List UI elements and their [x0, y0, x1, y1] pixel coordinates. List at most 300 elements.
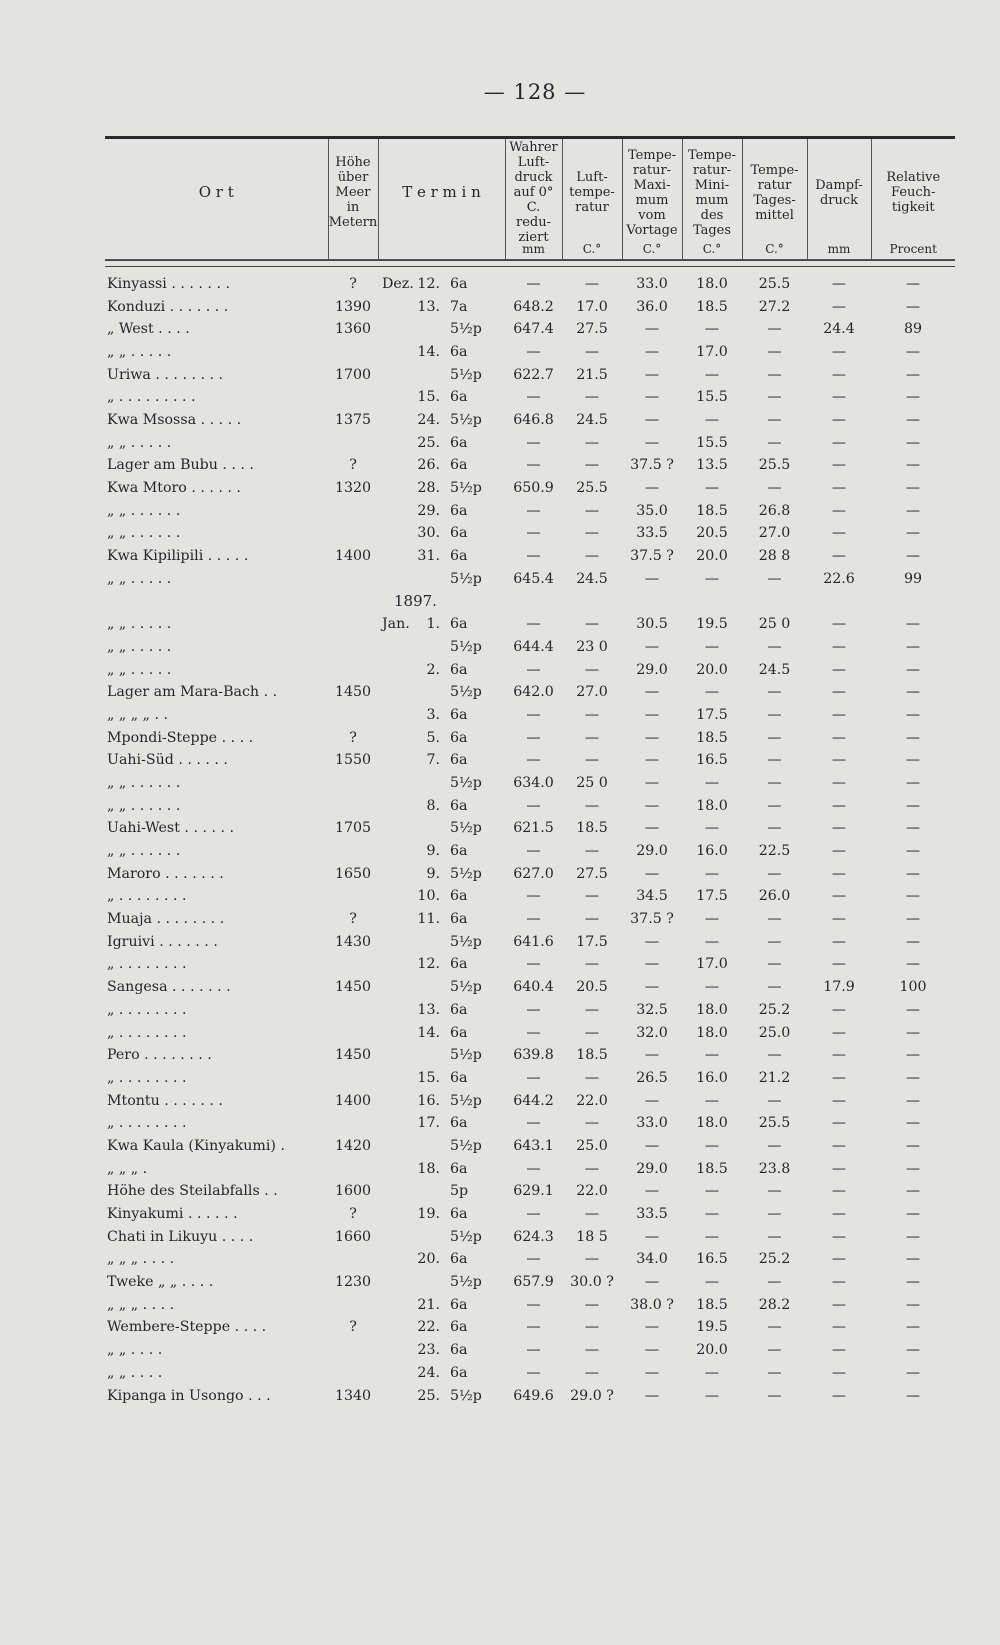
cell-min: —: [704, 1206, 720, 1223]
cell-ort: Kwa Mtoro . . . . . .: [107, 480, 241, 497]
cell-max: —: [644, 979, 660, 996]
cell-feucht: —: [905, 343, 921, 360]
cell-min: 17.0: [696, 956, 728, 973]
cell-druck: 621.5: [513, 820, 554, 837]
cell-mittel: —: [767, 366, 782, 383]
termin-time: 6a: [450, 956, 468, 973]
cell-hoehe: [328, 1021, 378, 1044]
cell-mittel: 23.8: [758, 1160, 791, 1177]
cell-ort: Maroro . . . . . . .: [107, 865, 224, 882]
termin-time: 6a: [450, 1342, 468, 1359]
cell-luft: —: [584, 1206, 600, 1223]
cell-druck: —: [526, 548, 541, 565]
cell-luft: —: [584, 389, 600, 406]
cell-ort: „ „ „ „ . .: [107, 706, 168, 723]
termin-day: 9.: [426, 865, 440, 882]
table-row: [105, 1157, 955, 1180]
cell-dampf: —: [831, 411, 847, 428]
termin-time: 5½p: [450, 480, 482, 497]
cell-mittel: —: [767, 1387, 782, 1404]
cell-termin: [378, 772, 505, 795]
termin-time: 6a: [450, 1364, 468, 1381]
termin-day: 23.: [417, 1342, 440, 1359]
cell-termin: [378, 1180, 505, 1203]
cell-termin: [378, 1248, 505, 1271]
cell-mittel: 25.5: [758, 457, 791, 474]
column-header-unit: Procent: [889, 241, 937, 256]
cell-mittel: —: [767, 865, 782, 882]
cell-mittel: 28 8: [758, 548, 791, 565]
cell-luft: —: [584, 1001, 600, 1018]
cell-dampf: —: [831, 457, 847, 474]
cell-luft: 17.0: [576, 298, 608, 315]
cell-max: —: [644, 343, 660, 360]
cell-min: —: [704, 865, 720, 882]
cell-min: —: [704, 820, 720, 837]
cell-hoehe: 1700: [334, 366, 372, 383]
cell-termin: [378, 1044, 505, 1067]
table-row: [105, 749, 955, 772]
cell-ort: Kwa Kipilipili . . . . .: [107, 548, 249, 565]
cell-mittel: —: [767, 1228, 782, 1245]
column-header-5: [622, 139, 682, 259]
cell-ort: „ „ „ .: [107, 1160, 148, 1177]
termin-time: 5½p: [450, 411, 482, 428]
cell-feucht: —: [905, 956, 921, 973]
table-row: [105, 1203, 955, 1226]
cell-mittel: —: [767, 797, 782, 814]
cell-luft: —: [584, 706, 600, 723]
cell-mittel: —: [767, 480, 782, 497]
cell-max: 37.5 ?: [630, 457, 674, 474]
cell-min: 18.0: [696, 1115, 728, 1132]
termin-time: 6a: [450, 797, 468, 814]
cell-dampf: —: [831, 1069, 847, 1086]
cell-dampf: —: [831, 502, 847, 519]
table-row: [105, 318, 955, 341]
cell-feucht: —: [905, 1115, 921, 1132]
table-row: [105, 953, 955, 976]
cell-dampf: —: [831, 366, 847, 383]
cell-max: —: [644, 706, 660, 723]
cell-dampf: —: [831, 706, 847, 723]
weather-table-body: [105, 273, 955, 1407]
cell-ort: „ „ . . . . .: [107, 570, 172, 587]
cell-max: —: [644, 1228, 660, 1245]
termin-time: 6a: [450, 843, 468, 860]
cell-druck: —: [526, 729, 541, 746]
cell-min: 20.0: [696, 1342, 728, 1359]
cell-dampf: —: [831, 888, 847, 905]
termin-day: 9.: [426, 843, 440, 860]
cell-ort: Kwa Kaula (Kinyakumi) .: [107, 1137, 285, 1154]
cell-druck: —: [526, 389, 541, 406]
cell-min: 18.5: [696, 1296, 728, 1313]
termin-day: 3.: [426, 706, 440, 723]
cell-feucht: 89: [903, 321, 923, 338]
table-row: [105, 930, 955, 953]
cell-feucht: —: [905, 684, 921, 701]
column-header-4: [562, 139, 622, 259]
cell-min: —: [704, 1228, 720, 1245]
table-row: [105, 999, 955, 1022]
termin-time: 6a: [450, 616, 468, 633]
cell-max: —: [644, 1092, 660, 1109]
cell-ort: Mpondi-Steppe . . . .: [107, 729, 254, 746]
cell-dampf: —: [831, 661, 847, 678]
cell-dampf: —: [831, 638, 847, 655]
cell-hoehe: [328, 772, 378, 795]
cell-hoehe: ?: [349, 911, 357, 928]
table-row: [105, 704, 955, 727]
cell-luft: —: [584, 752, 600, 769]
cell-termin: [378, 273, 505, 296]
cell-max: —: [644, 411, 660, 428]
cell-luft: —: [584, 661, 600, 678]
table-row: [105, 1180, 955, 1203]
cell-empty: [505, 590, 562, 613]
termin-time: 5½p: [450, 1387, 482, 1404]
cell-termin: [378, 363, 505, 386]
cell-termin: [378, 658, 505, 681]
cell-dampf: —: [831, 525, 847, 542]
cell-min: —: [704, 911, 720, 928]
cell-ort: „ West . . . .: [107, 321, 190, 338]
cell-hoehe: ?: [349, 1206, 357, 1223]
cell-druck: —: [526, 616, 541, 633]
cell-feucht: —: [905, 298, 921, 315]
cell-ort: Lager am Bubu . . . .: [107, 457, 254, 474]
cell-mittel: —: [767, 933, 782, 950]
cell-druck: 648.2: [513, 298, 554, 315]
cell-max: 37.5 ?: [630, 548, 674, 565]
table-row: [105, 1339, 955, 1362]
cell-feucht: 100: [899, 979, 927, 996]
cell-luft: 25.0: [576, 1137, 608, 1154]
cell-termin: [378, 999, 505, 1022]
cell-feucht: —: [905, 1047, 921, 1064]
cell-hoehe: [328, 522, 378, 545]
cell-min: 15.5: [696, 434, 728, 451]
table-row: [105, 1067, 955, 1090]
cell-termin: [378, 1157, 505, 1180]
column-header-unit: C.°: [765, 241, 784, 256]
termin-day: 13.: [417, 298, 440, 315]
cell-termin: [378, 840, 505, 863]
cell-feucht: —: [905, 1364, 921, 1381]
cell-min: 20.0: [696, 548, 728, 565]
cell-druck: —: [526, 1296, 541, 1313]
cell-max: 36.0: [636, 298, 668, 315]
cell-ort: Höhe des Steilabfalls . .: [107, 1183, 278, 1200]
cell-feucht: —: [905, 1206, 921, 1223]
cell-feucht: —: [905, 275, 921, 292]
cell-max: —: [644, 729, 660, 746]
cell-druck: 643.1: [513, 1137, 554, 1154]
cell-mittel: —: [767, 1319, 782, 1336]
cell-druck: —: [526, 1160, 541, 1177]
cell-ort: „ . . . . . . . .: [107, 888, 187, 905]
table-row: [105, 499, 955, 522]
cell-termin: [378, 1316, 505, 1339]
cell-mittel: —: [767, 774, 782, 791]
cell-hoehe: [328, 1248, 378, 1271]
cell-dampf: —: [831, 275, 847, 292]
cell-druck: 647.4: [513, 321, 554, 338]
cell-luft: 22.0: [576, 1092, 608, 1109]
termin-day: 25.: [417, 1387, 440, 1404]
cell-ort: „ . . . . . . . .: [107, 1024, 187, 1041]
cell-luft: —: [584, 548, 600, 565]
cell-min: —: [704, 774, 720, 791]
table-row: [105, 409, 955, 432]
cell-min: 18.5: [696, 502, 728, 519]
cell-termin: [378, 681, 505, 704]
cell-druck: —: [526, 343, 541, 360]
termin-day: 15.: [417, 1069, 440, 1086]
cell-hoehe: 1550: [334, 752, 372, 769]
cell-dampf: —: [831, 1137, 847, 1154]
cell-feucht: —: [905, 1069, 921, 1086]
table-row: [105, 431, 955, 454]
cell-min: 15.5: [696, 389, 728, 406]
table-row: [105, 454, 955, 477]
cell-luft: 18.5: [576, 820, 608, 837]
cell-luft: 27.5: [576, 321, 608, 338]
cell-mittel: —: [767, 979, 782, 996]
cell-feucht: —: [905, 434, 921, 451]
termin-day: 26.: [417, 457, 440, 474]
cell-mittel: 25 0: [758, 616, 791, 633]
cell-druck: 622.7: [513, 366, 554, 383]
cell-luft: 24.5: [576, 570, 608, 587]
termin-time: 6a: [450, 457, 468, 474]
table-row: [105, 681, 955, 704]
cell-luft: —: [584, 1342, 600, 1359]
cell-hoehe: [328, 1293, 378, 1316]
termin-time: 5½p: [450, 774, 482, 791]
cell-min: 18.0: [696, 275, 728, 292]
cell-druck: 624.3: [513, 1228, 554, 1245]
cell-ort: „ „ „ . . . .: [107, 1251, 175, 1268]
termin-time: 6a: [450, 275, 468, 292]
cell-ort: Chati in Likuyu . . . .: [107, 1228, 254, 1245]
cell-luft: 20.5: [576, 979, 608, 996]
termin-time: 6a: [450, 1115, 468, 1132]
cell-luft: 23 0: [576, 638, 608, 655]
cell-dampf: —: [831, 774, 847, 791]
table-row: [105, 658, 955, 681]
termin-time: 6a: [450, 752, 468, 769]
cell-termin: [378, 295, 505, 318]
cell-empty: [742, 590, 807, 613]
cell-termin: [378, 567, 505, 590]
column-header-6: [682, 139, 742, 259]
cell-hoehe: [328, 1112, 378, 1135]
cell-luft: —: [584, 1364, 600, 1381]
cell-druck: —: [526, 1069, 541, 1086]
cell-feucht: 99: [903, 570, 923, 587]
cell-max: —: [644, 933, 660, 950]
table-row: [105, 1362, 955, 1385]
cell-max: 33.0: [636, 275, 668, 292]
table-row: [105, 1021, 955, 1044]
cell-feucht: —: [905, 933, 921, 950]
cell-druck: —: [526, 911, 541, 928]
column-header-label: Relative Feuch- tigkeit: [886, 170, 941, 216]
cell-dampf: —: [831, 1024, 847, 1041]
cell-luft: 18.5: [576, 1047, 608, 1064]
cell-max: —: [644, 434, 660, 451]
cell-druck: —: [526, 525, 541, 542]
cell-hoehe: 1705: [334, 820, 372, 837]
cell-hoehe: ?: [349, 457, 357, 474]
cell-druck: 644.4: [513, 638, 554, 655]
cell-ort: „ „ . . . . .: [107, 661, 172, 678]
cell-ort: „ . . . . . . . . .: [107, 389, 196, 406]
cell-dampf: —: [831, 843, 847, 860]
cell-mittel: —: [767, 411, 782, 428]
cell-max: —: [644, 752, 660, 769]
termin-day: 30.: [417, 525, 440, 542]
cell-min: —: [704, 411, 720, 428]
termin-day: 29.: [417, 502, 440, 519]
cell-druck: —: [526, 843, 541, 860]
cell-feucht: —: [905, 1183, 921, 1200]
cell-max: —: [644, 366, 660, 383]
termin-day: 24.: [417, 1364, 440, 1381]
cell-feucht: —: [905, 638, 921, 655]
cell-druck: —: [526, 275, 541, 292]
cell-dampf: —: [831, 956, 847, 973]
termin-day: 28.: [417, 480, 440, 497]
cell-min: —: [704, 638, 720, 655]
termin-day: 20.: [417, 1251, 440, 1268]
cell-min: —: [704, 570, 720, 587]
table-row: [105, 1248, 955, 1271]
cell-feucht: —: [905, 797, 921, 814]
cell-hoehe: [328, 341, 378, 364]
cell-max: —: [644, 956, 660, 973]
termin-time: 6a: [450, 1251, 468, 1268]
termin-time: 5½p: [450, 865, 482, 882]
column-header-unit: C.°: [582, 241, 602, 256]
cell-feucht: —: [905, 389, 921, 406]
cell-dampf: —: [831, 480, 847, 497]
termin-day: 21.: [417, 1296, 440, 1313]
cell-dampf: —: [831, 1274, 847, 1291]
cell-luft: —: [584, 1115, 600, 1132]
table-row: [105, 976, 955, 999]
cell-dampf: —: [831, 1001, 847, 1018]
cell-ort: „ „ . . . . . .: [107, 797, 181, 814]
column-header-0: [105, 139, 328, 259]
cell-druck: —: [526, 1364, 541, 1381]
termin-time: 5p: [450, 1183, 469, 1200]
cell-termin: [378, 749, 505, 772]
cell-min: 20.0: [696, 661, 728, 678]
termin-time: 5½p: [450, 1137, 482, 1154]
cell-luft: —: [584, 1160, 600, 1177]
cell-feucht: —: [905, 752, 921, 769]
termin-day: 12.: [417, 275, 440, 292]
weather-table-wrapper: [105, 136, 955, 1407]
column-header-label: Tempe- ratur Tages- mittel: [750, 162, 799, 223]
cell-druck: —: [526, 956, 541, 973]
cell-dampf: —: [831, 911, 847, 928]
termin-time: 6a: [450, 888, 468, 905]
termin-day: 15.: [417, 389, 440, 406]
cell-luft: —: [584, 1319, 600, 1336]
cell-luft: —: [584, 616, 600, 633]
cell-min: —: [704, 979, 720, 996]
cell-feucht: —: [905, 457, 921, 474]
cell-feucht: —: [905, 843, 921, 860]
cell-max: —: [644, 1342, 660, 1359]
cell-max: —: [644, 1047, 660, 1064]
cell-hoehe: [328, 885, 378, 908]
cell-ort: Lager am Mara-Bach . .: [107, 684, 278, 701]
cell-ort: „ „ . . . . .: [107, 343, 172, 360]
termin-time: 5½p: [450, 321, 482, 338]
cell-max: —: [644, 1364, 660, 1381]
cell-max: 26.5: [636, 1069, 668, 1086]
termin-time: 7a: [450, 298, 468, 315]
table-row: [105, 726, 955, 749]
table-row: [105, 363, 955, 386]
cell-mittel: 25.2: [758, 1251, 791, 1268]
termin-day: 7.: [426, 752, 440, 769]
cell-hoehe: [328, 1362, 378, 1385]
cell-luft: —: [584, 956, 600, 973]
cell-mittel: —: [767, 1183, 782, 1200]
termin-time: 5½p: [450, 933, 482, 950]
column-header-3: [505, 139, 562, 259]
cell-termin: [378, 1384, 505, 1407]
column-header-unit: C.°: [642, 241, 662, 256]
cell-dampf: —: [831, 1160, 847, 1177]
cell-luft: 29.0 ?: [570, 1387, 614, 1404]
cell-luft: —: [584, 343, 600, 360]
cell-luft: 18 5: [576, 1228, 608, 1245]
cell-ort: „ „ . . . . . .: [107, 774, 181, 791]
cell-termin: [378, 431, 505, 454]
termin-time: 5½p: [450, 1274, 482, 1291]
cell-min: —: [704, 1092, 720, 1109]
cell-termin: [378, 953, 505, 976]
cell-dampf: —: [831, 1387, 847, 1404]
cell-max: 29.0: [636, 661, 668, 678]
cell-mittel: —: [767, 752, 782, 769]
cell-ort: Muaja . . . . . . . .: [107, 911, 225, 928]
cell-min: 17.5: [696, 706, 728, 723]
cell-feucht: —: [905, 1092, 921, 1109]
cell-hoehe: [328, 1157, 378, 1180]
cell-ort: „ „ . . . .: [107, 1364, 163, 1381]
cell-termin: [378, 930, 505, 953]
cell-mittel: —: [767, 706, 782, 723]
cell-min: 16.5: [696, 1251, 728, 1268]
cell-termin: [378, 1089, 505, 1112]
column-header-label: O r t: [198, 183, 234, 202]
cell-termin: [378, 862, 505, 885]
cell-hoehe: [328, 658, 378, 681]
cell-max: —: [644, 797, 660, 814]
cell-min: —: [704, 1274, 720, 1291]
termin-time: 5½p: [450, 1228, 482, 1245]
cell-mittel: 27.0: [758, 525, 791, 542]
cell-ort: Uahi-Süd . . . . . .: [107, 752, 228, 769]
